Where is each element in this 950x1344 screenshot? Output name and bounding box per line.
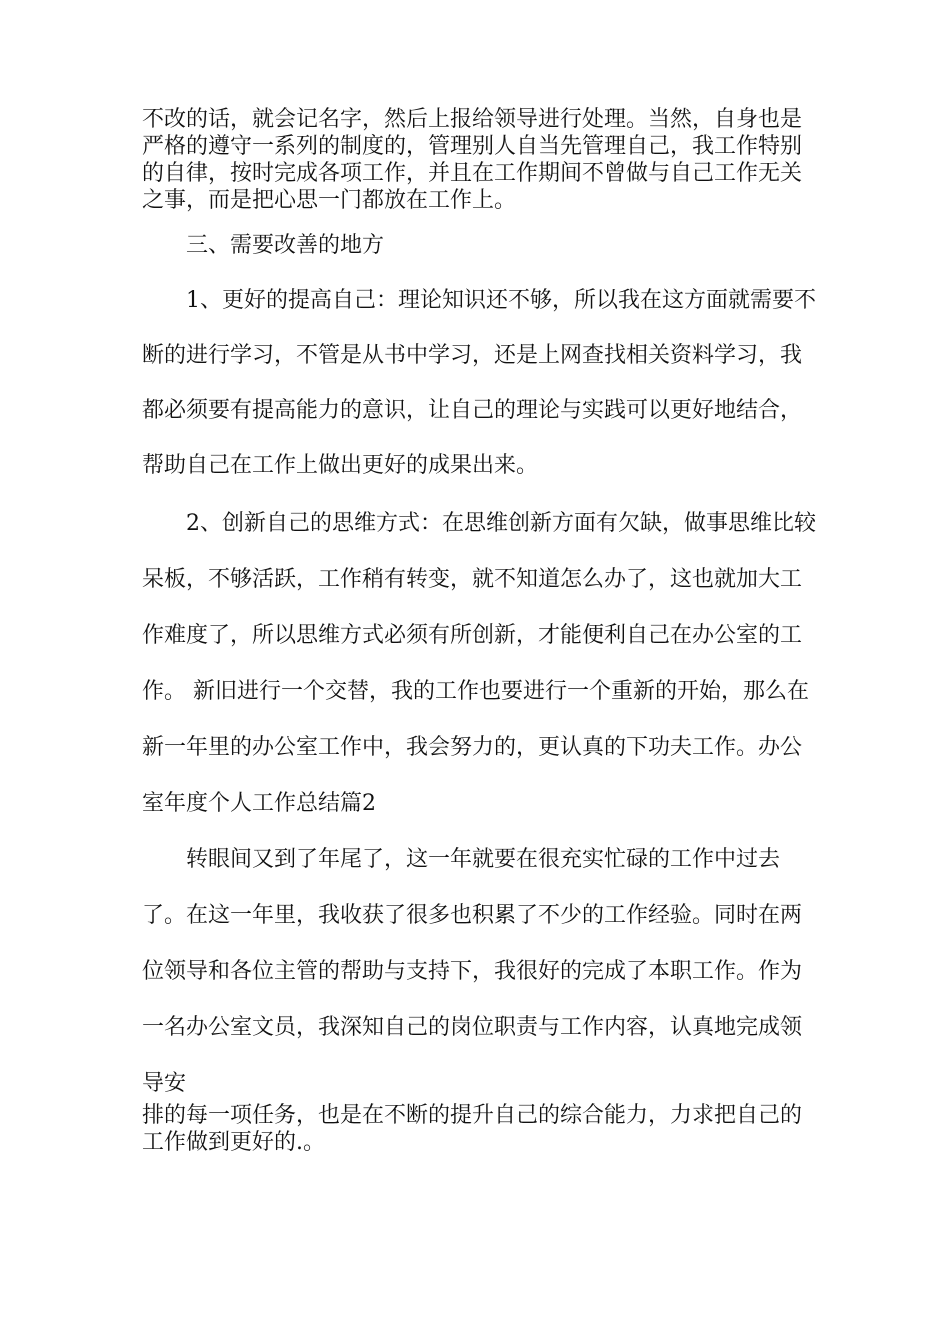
text-line-3: 的自律，按时完成各项工作，并且在工作期间不曾做与自己工作无关 — [142, 161, 803, 186]
section-heading-improvements: 三、需要改善的地方 — [186, 233, 385, 258]
text-line-21: 排的每一项任务，也是在不断的提升自己的综合能力，力求把自己的 — [142, 1103, 803, 1128]
text-line-18: 位领导和各位主管的帮助与支持下，我很好的完成了本职工作。作为 — [142, 959, 803, 984]
text-line-22: 工作做到更好的.。 — [142, 1130, 325, 1155]
text-line-20: 导安 — [142, 1071, 187, 1096]
text-line-19: 一名办公室文员，我深知自己的岗位职责与工作内容，认真地完成领 — [142, 1015, 803, 1040]
text-line-8: 都必须要有提高能力的意识，让自己的理论与实践可以更好地结合， — [142, 398, 803, 423]
text-line-14: 新一年里的办公室工作中，我会努力的，更认真的下功夫工作。办公 — [142, 735, 803, 760]
text-line-11: 呆板，不够活跃，工作稍有转变，就不知道怎么办了，这也就加大工 — [142, 567, 803, 592]
text-line-6: 1、更好的提高自己：理论知识还不够，所以我在这方面就需要不 — [186, 288, 816, 313]
text-line-1: 不改的话，就会记名字，然后上报给领导进行处理。当然，自身也是 — [142, 107, 803, 132]
text-line-4: 之事，而是把心思一门都放在工作上。 — [142, 188, 517, 213]
text-line-17: 了。在这一年里，我收获了很多也积累了不少的工作经验。同时在两 — [142, 903, 803, 928]
text-line-13: 作。 新旧进行一个交替，我的工作也要进行一个重新的开始，那么在 — [142, 679, 809, 704]
text-line-7: 断的进行学习，不管是从书中学习，还是上网查找相关资料学习，我 — [142, 343, 803, 368]
text-line-16: 转眼间又到了年尾了，这一年就要在很充实忙碌的工作中过去 — [186, 847, 781, 872]
text-line-12: 作难度了，所以思维方式必须有所创新，才能便利自己在办公室的工 — [142, 623, 803, 648]
text-line-15: 室年度个人工作总结篇2 — [142, 791, 376, 816]
text-line-2: 严格的遵守一系列的制度的，管理别人自当先管理自己，我工作特别 — [142, 134, 803, 159]
text-line-9: 帮助自己在工作上做出更好的成果出来。 — [142, 453, 539, 478]
text-line-10: 2、创新自己的思维方式：在思维创新方面有欠缺，做事思维比较 — [186, 511, 816, 536]
